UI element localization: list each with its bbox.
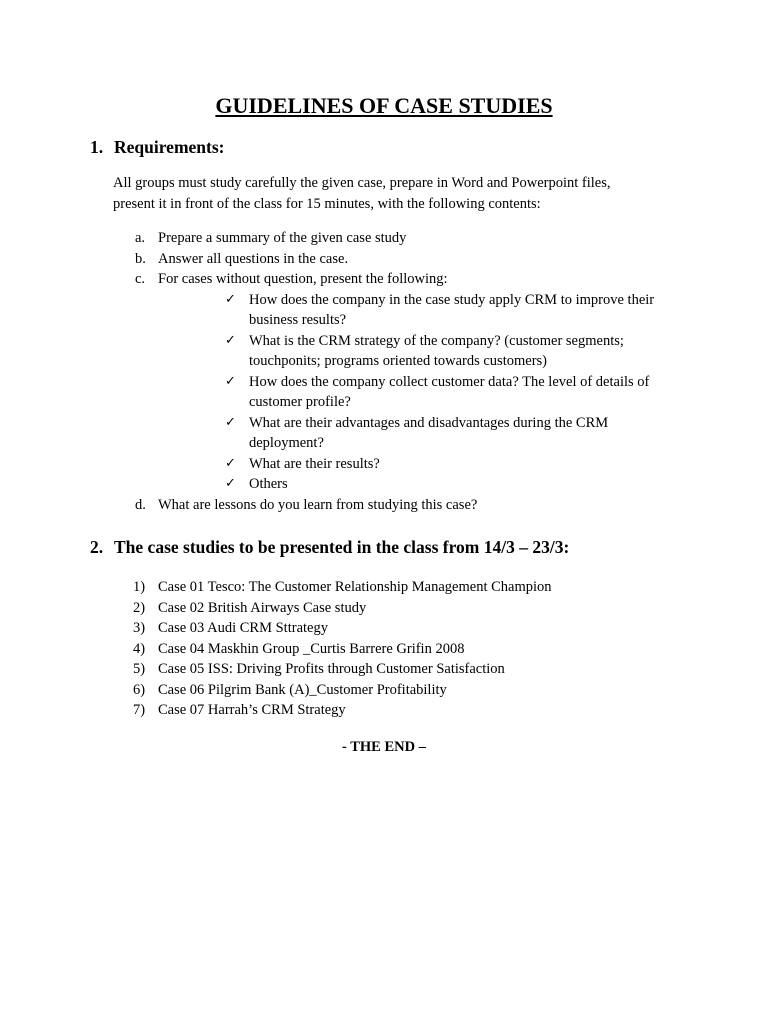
list-marker: b. bbox=[135, 250, 146, 267]
section-heading-requirements bbox=[90, 137, 225, 158]
checklist-line: deployment? bbox=[249, 435, 324, 451]
list-marker: 4) bbox=[133, 640, 146, 657]
list-marker: 2) bbox=[133, 599, 146, 616]
list-item-text: For cases without question, present the following: bbox=[158, 271, 448, 287]
checklist-item bbox=[0, 331, 679, 372]
section-number: 1. bbox=[90, 137, 104, 157]
case-item bbox=[0, 577, 768, 598]
case-item bbox=[0, 598, 768, 619]
list-marker: 3) bbox=[133, 620, 146, 636]
checklist-item bbox=[0, 372, 679, 413]
requirements-paragraph bbox=[113, 173, 673, 214]
case-text: Case 04 Maskhin Group _Curtis Barrere Grifin 2008 bbox=[158, 640, 465, 657]
section-number: 2. bbox=[90, 537, 104, 557]
checklist-item bbox=[0, 454, 679, 475]
section-title: Requirements: bbox=[114, 137, 225, 157]
list-marker: 6) bbox=[133, 681, 146, 698]
list-marker: a. bbox=[135, 230, 146, 246]
checklist-line: customer profile? bbox=[249, 394, 351, 410]
section-title: The case studies to be presented in the class from 14/3 – 23/3: bbox=[114, 537, 570, 557]
checklist-line: business results? bbox=[249, 312, 347, 328]
case-text: Case 02 British Airways Case study bbox=[158, 599, 367, 616]
case-item bbox=[0, 700, 768, 721]
list-item-text: Answer all questions in the case. bbox=[158, 250, 349, 267]
document-title: GUIDELINES OF CASE STUDIES bbox=[215, 93, 553, 118]
case-text: Case 03 Audi CRM Sttrategy bbox=[158, 620, 328, 636]
list-item-text: Prepare a summary of the given case study bbox=[158, 230, 407, 246]
list-item bbox=[0, 228, 768, 249]
list-marker: d. bbox=[135, 496, 146, 513]
checkmark-icon: ✓ bbox=[225, 373, 236, 389]
checkmark-icon: ✓ bbox=[225, 332, 236, 348]
checklist-item bbox=[0, 474, 679, 495]
list-marker: 7) bbox=[133, 702, 146, 718]
checklist-line: What is the CRM strategy of the company? (customer segments; bbox=[249, 332, 624, 349]
section-heading-case-studies bbox=[90, 537, 569, 558]
checklist-line: How does the company in the case study apply CRM to improve their bbox=[249, 291, 655, 308]
case-list bbox=[0, 577, 768, 721]
paragraph-line: All groups must study carefully the given case, prepare in Word and Powerpoint files, bbox=[113, 175, 611, 191]
case-item bbox=[0, 680, 768, 701]
case-item bbox=[0, 639, 768, 660]
list-item bbox=[0, 249, 768, 270]
the-end-footer: - THE END – bbox=[342, 739, 426, 755]
checklist-line: How does the company collect customer data? The level of details of bbox=[249, 373, 650, 390]
checklist-line: touchponits; programs oriented towards customers) bbox=[249, 353, 547, 369]
list-item bbox=[0, 495, 768, 516]
list-item-text: What are lessons do you learn from studying this case? bbox=[158, 496, 478, 513]
list-marker: c. bbox=[135, 271, 146, 287]
checklist-line: What are their results? bbox=[249, 455, 380, 472]
case-text: Case 01 Tesco: The Customer Relationship Management Champion bbox=[158, 579, 552, 595]
paragraph-line: present it in front of the class for 15 minutes, with the following contents: bbox=[113, 195, 541, 212]
case-item bbox=[0, 618, 768, 639]
list-marker: 1) bbox=[133, 579, 146, 595]
list-item bbox=[0, 269, 768, 290]
case-item bbox=[0, 659, 768, 680]
list-marker: 5) bbox=[133, 661, 146, 677]
checklist bbox=[0, 290, 768, 495]
checklist-line: What are their advantages and disadvantages during the CRM bbox=[249, 414, 609, 431]
checklist-line: Others bbox=[249, 476, 288, 492]
case-text: Case 07 Harrah’s CRM Strategy bbox=[158, 702, 346, 718]
checkmark-icon: ✓ bbox=[225, 414, 236, 430]
checkmark-icon: ✓ bbox=[225, 455, 236, 471]
requirements-list bbox=[0, 228, 768, 515]
case-text: Case 05 ISS: Driving Profits through Customer Satisfaction bbox=[158, 661, 505, 677]
checklist-item bbox=[0, 413, 679, 454]
case-text: Case 06 Pilgrim Bank (A)_Customer Profitability bbox=[158, 681, 447, 698]
checklist-item bbox=[0, 290, 679, 331]
checkmark-icon: ✓ bbox=[225, 476, 236, 491]
checkmark-icon: ✓ bbox=[225, 291, 236, 307]
